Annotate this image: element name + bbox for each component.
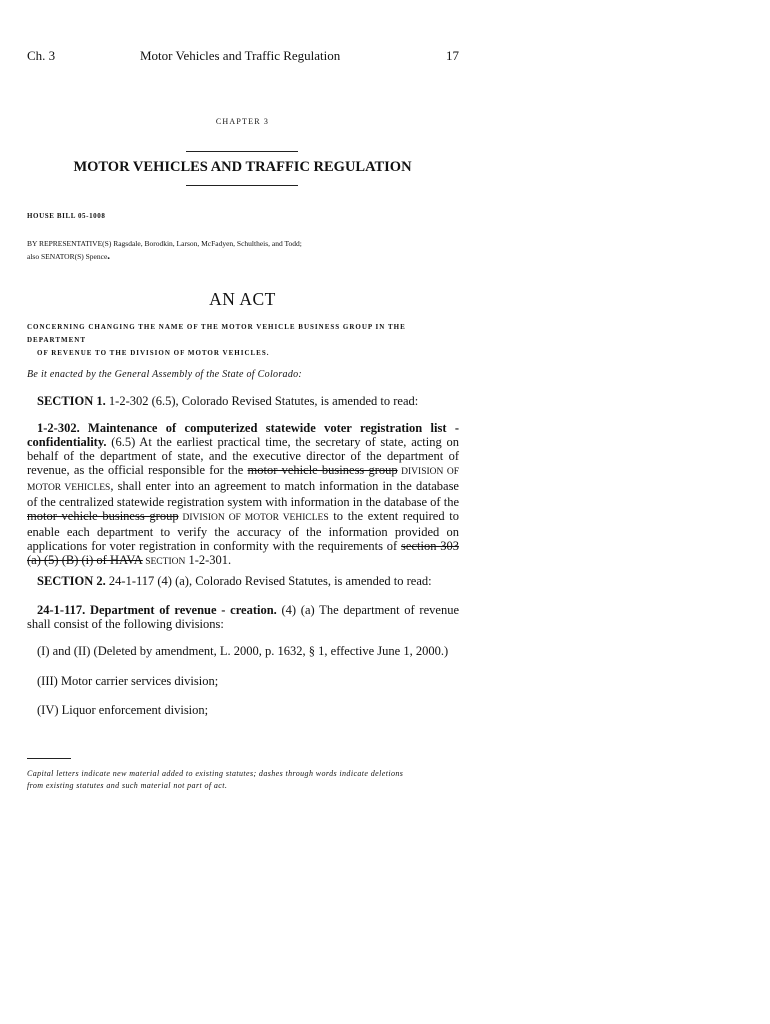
title-rule-bottom (186, 185, 298, 186)
deleted-text-1: motor vehicle business group (247, 463, 398, 477)
section-1-text-d: 1-2-301. (185, 553, 232, 567)
concerning-clause (27, 321, 467, 360)
section-1-text-c: to the extent required to enable each department to verify the accuracy of the information provided on applications for voter registration in conformity with the requirements of (27, 509, 459, 553)
concerning-line-1: CONCERNING CHANGING THE NAME OF THE MOTOR VEHICLE BUSINESS GROUP IN THE DEPARTMENT (27, 323, 406, 344)
division-item: (IV) Liquor enforcement division; (37, 703, 209, 717)
chapter-label: CHAPTER 3 (215, 117, 270, 126)
senators: also SENATOR(S) Spence (27, 252, 108, 261)
act-title: AN ACT (209, 289, 276, 309)
sponsors (27, 237, 467, 263)
section-1-intro (27, 394, 459, 408)
section-1-text: 1-2-302 (6.5), Colorado Revised Statutes, is amended to read: (108, 394, 419, 408)
section-1-text-a: (6.5) At the earliest practical time, the secretary of state, acting on behalf of the department of state, and the executive director of the department of revenue, as the official responsible for the (27, 435, 459, 477)
section-2-body (27, 603, 459, 631)
concerning-line-2: OF REVENUE TO THE DIVISION OF MOTOR VEHICLES. (37, 349, 270, 357)
section-2-heading: 24-1-117. Department of revenue - creation. (37, 603, 277, 617)
deleted-text-2: motor vehicle business group (27, 509, 179, 523)
senators-line (27, 250, 467, 263)
title-rule-top (186, 151, 298, 152)
section-2-text: 24-1-117 (4) (a), Colorado Revised Statutes, is amended to read: (108, 574, 432, 588)
division-item: (I) and (II) (Deleted by amendment, L. 2000, p. 1632, § 1, effective June 1, 2000.) (37, 644, 449, 658)
section-1-label: SECTION 1. (37, 394, 106, 408)
section-1-heading: 1-2-302. Maintenance of computerized statewide voter registration list - confidentiality. (27, 421, 459, 449)
section-2-body-text: (4) (a) The department of revenue shall consist of the following divisions: (27, 603, 459, 631)
footnote-line-2: from existing statutes and such material not part of act. (27, 781, 228, 790)
bill-number: HOUSE BILL 05-1008 (27, 212, 106, 220)
enacting-clause: Be it enacted by the General Assembly of the State of Colorado: (27, 369, 303, 380)
section-1-body (27, 421, 459, 569)
section-2-intro (27, 574, 459, 588)
running-title: Motor Vehicles and Traffic Regulation (140, 48, 341, 63)
section-1-text-b: , shall enter into an agreement to match information in the database of the centralized statewide registration system with information in the database of the (27, 479, 459, 509)
representatives: BY REPRESENTATIVE(S) Ragsdale, Borodkin, Larson, McFadyen, Schultheis, and Todd; (27, 239, 302, 248)
inserted-text-1: DIVISION OF MOTOR VEHICLES (27, 467, 459, 493)
chapter-number: Ch. 3 (27, 48, 56, 63)
footnote-rule (27, 758, 71, 759)
deleted-text-3: section 303 (a) (5) (B) (i) of HAVA (27, 539, 459, 567)
page-number: 17 (446, 48, 459, 63)
senators-period: . (107, 250, 111, 262)
inserted-text-2: DIVISION OF MOTOR VEHICLES (178, 513, 329, 523)
footnote-line-1: Capital letters indicate new material added to existing statutes; dashes through words indicate deletions (27, 769, 404, 778)
footnote (27, 768, 467, 792)
inserted-text-3: SECTION (142, 557, 186, 567)
chapter-title: MOTOR VEHICLES AND TRAFFIC REGULATION (73, 159, 412, 175)
section-2-label: SECTION 2. (37, 574, 106, 588)
division-item: (III) Motor carrier services division; (37, 674, 219, 688)
